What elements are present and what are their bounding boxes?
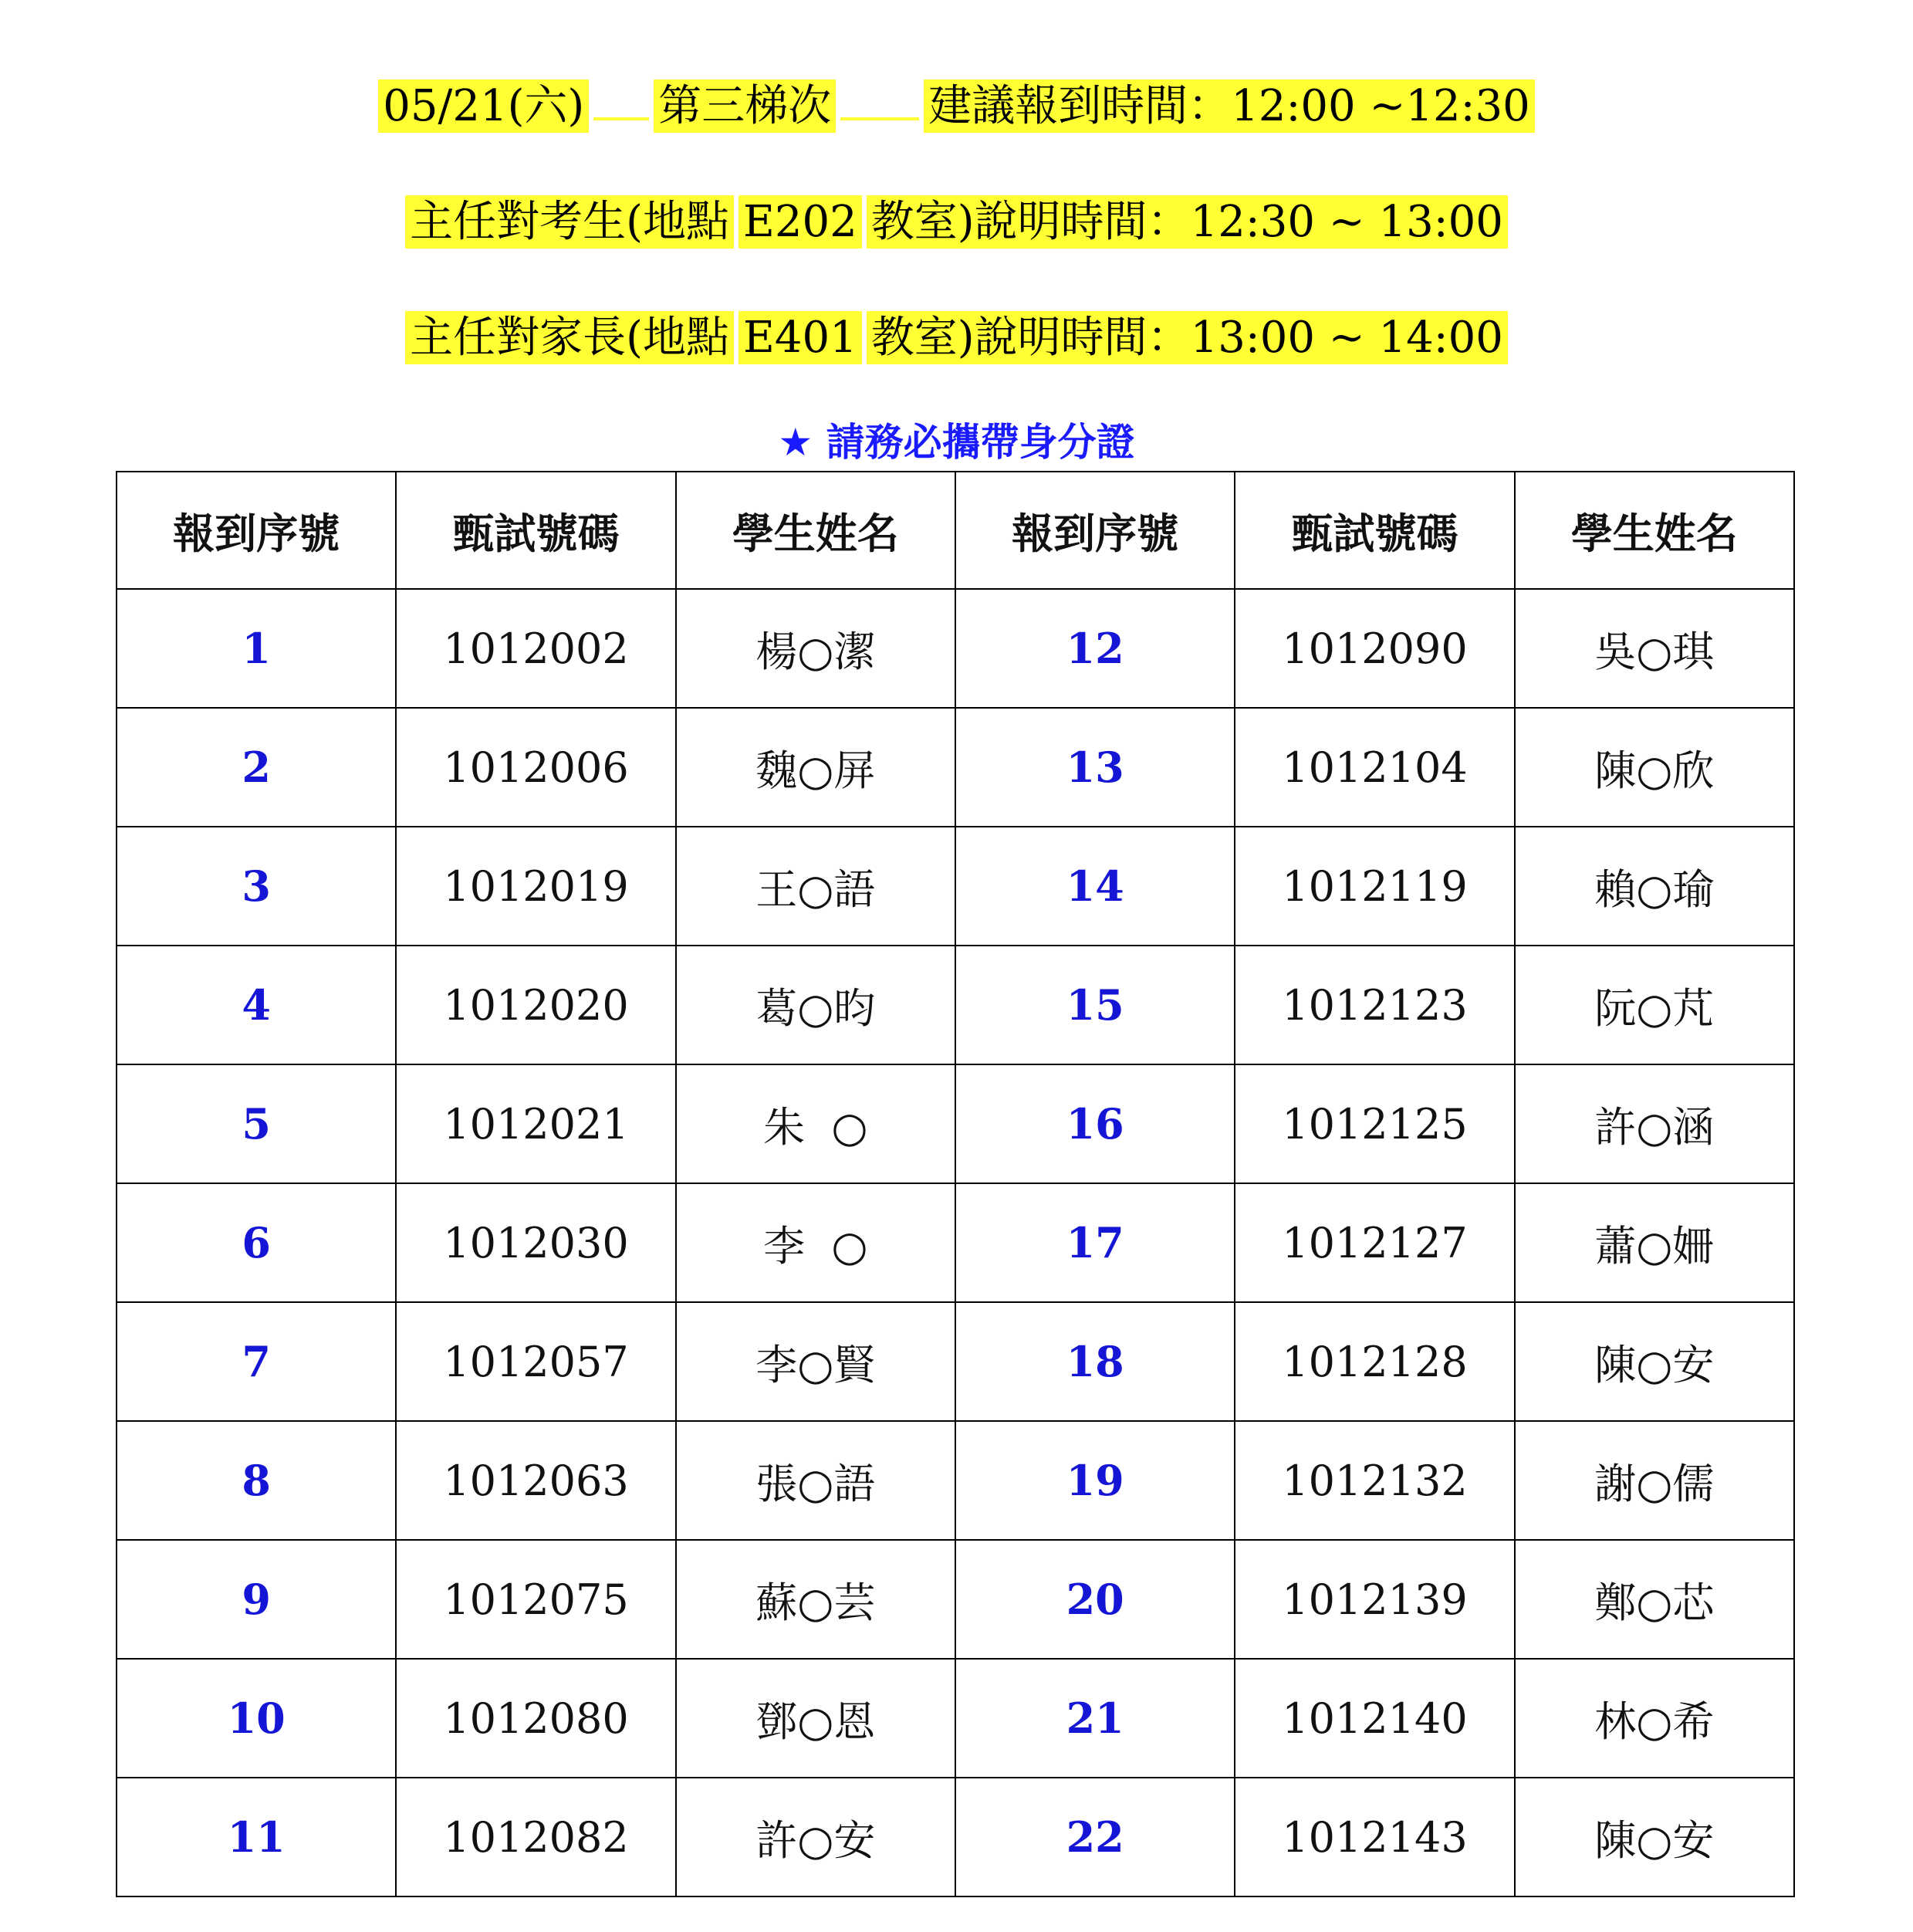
exam-id-cell: 1012063 (396, 1421, 675, 1540)
seq-cell: 6 (117, 1183, 396, 1302)
seq-cell: 10 (117, 1659, 396, 1778)
seq-cell: 19 (955, 1421, 1235, 1540)
exam-id-cell: 1012140 (1235, 1659, 1514, 1778)
student-name-cell: 李○賢 (676, 1302, 955, 1421)
seq-cell: 20 (955, 1540, 1235, 1659)
student-name-cell: 林○希 (1515, 1659, 1794, 1778)
student-name-cell: 楊○潔 (676, 589, 955, 708)
exam-id-cell: 1012128 (1235, 1302, 1514, 1421)
student-name-cell: 賴○瑜 (1515, 827, 1794, 946)
exam-id-cell: 1012021 (396, 1064, 675, 1183)
seq-cell: 18 (955, 1302, 1235, 1421)
student-name-cell: 張○語 (676, 1421, 955, 1540)
header-seq-right: 報到序號 (955, 472, 1235, 589)
exam-id-cell: 1012132 (1235, 1421, 1514, 1540)
student-briefing-room: E202 (738, 195, 862, 249)
student-name-cell: 許○涵 (1515, 1064, 1794, 1183)
student-name-cell: 鄭○芯 (1515, 1540, 1794, 1659)
exam-id-cell: 1012075 (396, 1540, 675, 1659)
seq-cell: 1 (117, 589, 396, 708)
suggested-checkin-time: 建議報到時間：12:00 ~12:30 (924, 80, 1535, 133)
parent-briefing-time: 教室)說明時間：13:00 ~ 14:00 (867, 311, 1508, 364)
id-card-notice: ★ 請務必攜帶身分證 (778, 420, 1135, 465)
exam-id-cell: 1012019 (396, 827, 675, 946)
seq-cell: 2 (117, 708, 396, 827)
table-row (117, 1778, 1794, 1896)
student-name-cell: 許○安 (676, 1778, 955, 1896)
seq-cell: 11 (117, 1778, 396, 1896)
student-name-cell: 蘇○芸 (676, 1540, 955, 1659)
student-name-cell: 陳○安 (1515, 1302, 1794, 1421)
spacer (593, 117, 649, 120)
exam-id-cell: 1012143 (1235, 1778, 1514, 1896)
parent-briefing-room: E401 (738, 311, 862, 364)
exam-id-cell: 1012119 (1235, 827, 1514, 946)
table-header-row (117, 472, 1794, 589)
exam-id-cell: 1012020 (396, 946, 675, 1064)
student-name-cell: 陳○安 (1515, 1778, 1794, 1896)
student-name-cell: 吳○琪 (1515, 589, 1794, 708)
seq-cell: 21 (955, 1659, 1235, 1778)
student-name-cell: 朱 ○ (676, 1064, 955, 1183)
exam-id-cell: 1012139 (1235, 1540, 1514, 1659)
exam-id-cell: 1012057 (396, 1302, 675, 1421)
student-name-cell: 陳○欣 (1515, 708, 1794, 827)
exam-id-cell: 1012104 (1235, 708, 1514, 827)
student-name-cell: 鄧○恩 (676, 1659, 955, 1778)
seq-cell: 3 (117, 827, 396, 946)
seq-cell: 8 (117, 1421, 396, 1540)
header-name-left: 學生姓名 (676, 472, 955, 589)
seq-cell: 5 (117, 1064, 396, 1183)
exam-id-cell: 1012123 (1235, 946, 1514, 1064)
table-row (117, 589, 1794, 708)
table-row (117, 1183, 1794, 1302)
exam-id-cell: 1012030 (396, 1183, 675, 1302)
exam-id-cell: 1012127 (1235, 1183, 1514, 1302)
header-id-left: 甄試號碼 (396, 472, 675, 589)
checkin-roster-table (116, 471, 1795, 1897)
schedule-line-students (0, 190, 1913, 255)
table-row (117, 1302, 1794, 1421)
table-row (117, 1659, 1794, 1778)
student-name-cell: 魏○屏 (676, 708, 955, 827)
batch-name: 第三梯次 (654, 80, 836, 133)
header-seq-left: 報到序號 (117, 472, 396, 589)
student-briefing-time: 教室)說明時間：12:30 ~ 13:00 (867, 195, 1508, 249)
table-row (117, 946, 1794, 1064)
table-row (117, 1064, 1794, 1183)
seq-cell: 9 (117, 1540, 396, 1659)
seq-cell: 7 (117, 1302, 396, 1421)
exam-id-cell: 1012090 (1235, 589, 1514, 708)
exam-id-cell: 1012125 (1235, 1064, 1514, 1183)
schedule-line-parents (0, 306, 1913, 370)
header-name-right: 學生姓名 (1515, 472, 1794, 589)
table-row (117, 708, 1794, 827)
exam-id-cell: 1012006 (396, 708, 675, 827)
student-name-cell: 葛○昀 (676, 946, 955, 1064)
seq-cell: 12 (955, 589, 1235, 708)
student-name-cell: 阮○芃 (1515, 946, 1794, 1064)
schedule-line-batch (0, 74, 1913, 139)
seq-cell: 13 (955, 708, 1235, 827)
parent-briefing-label: 主任對家長(地點 (405, 311, 734, 364)
table-row (117, 1540, 1794, 1659)
seq-cell: 15 (955, 946, 1235, 1064)
table-row (117, 827, 1794, 946)
table-row (117, 1421, 1794, 1540)
exam-id-cell: 1012002 (396, 589, 675, 708)
student-name-cell: 王○語 (676, 827, 955, 946)
batch-date: 05/21(六) (378, 80, 589, 133)
spacer (840, 117, 919, 120)
header-id-right: 甄試號碼 (1235, 472, 1514, 589)
student-briefing-label: 主任對考生(地點 (405, 195, 734, 249)
exam-id-cell: 1012080 (396, 1659, 675, 1778)
seq-cell: 22 (955, 1778, 1235, 1896)
seq-cell: 14 (955, 827, 1235, 946)
student-name-cell: 蕭○姍 (1515, 1183, 1794, 1302)
student-name-cell: 謝○儒 (1515, 1421, 1794, 1540)
exam-id-cell: 1012082 (396, 1778, 675, 1896)
seq-cell: 4 (117, 946, 396, 1064)
seq-cell: 17 (955, 1183, 1235, 1302)
student-name-cell: 李 ○ (676, 1183, 955, 1302)
seq-cell: 16 (955, 1064, 1235, 1183)
